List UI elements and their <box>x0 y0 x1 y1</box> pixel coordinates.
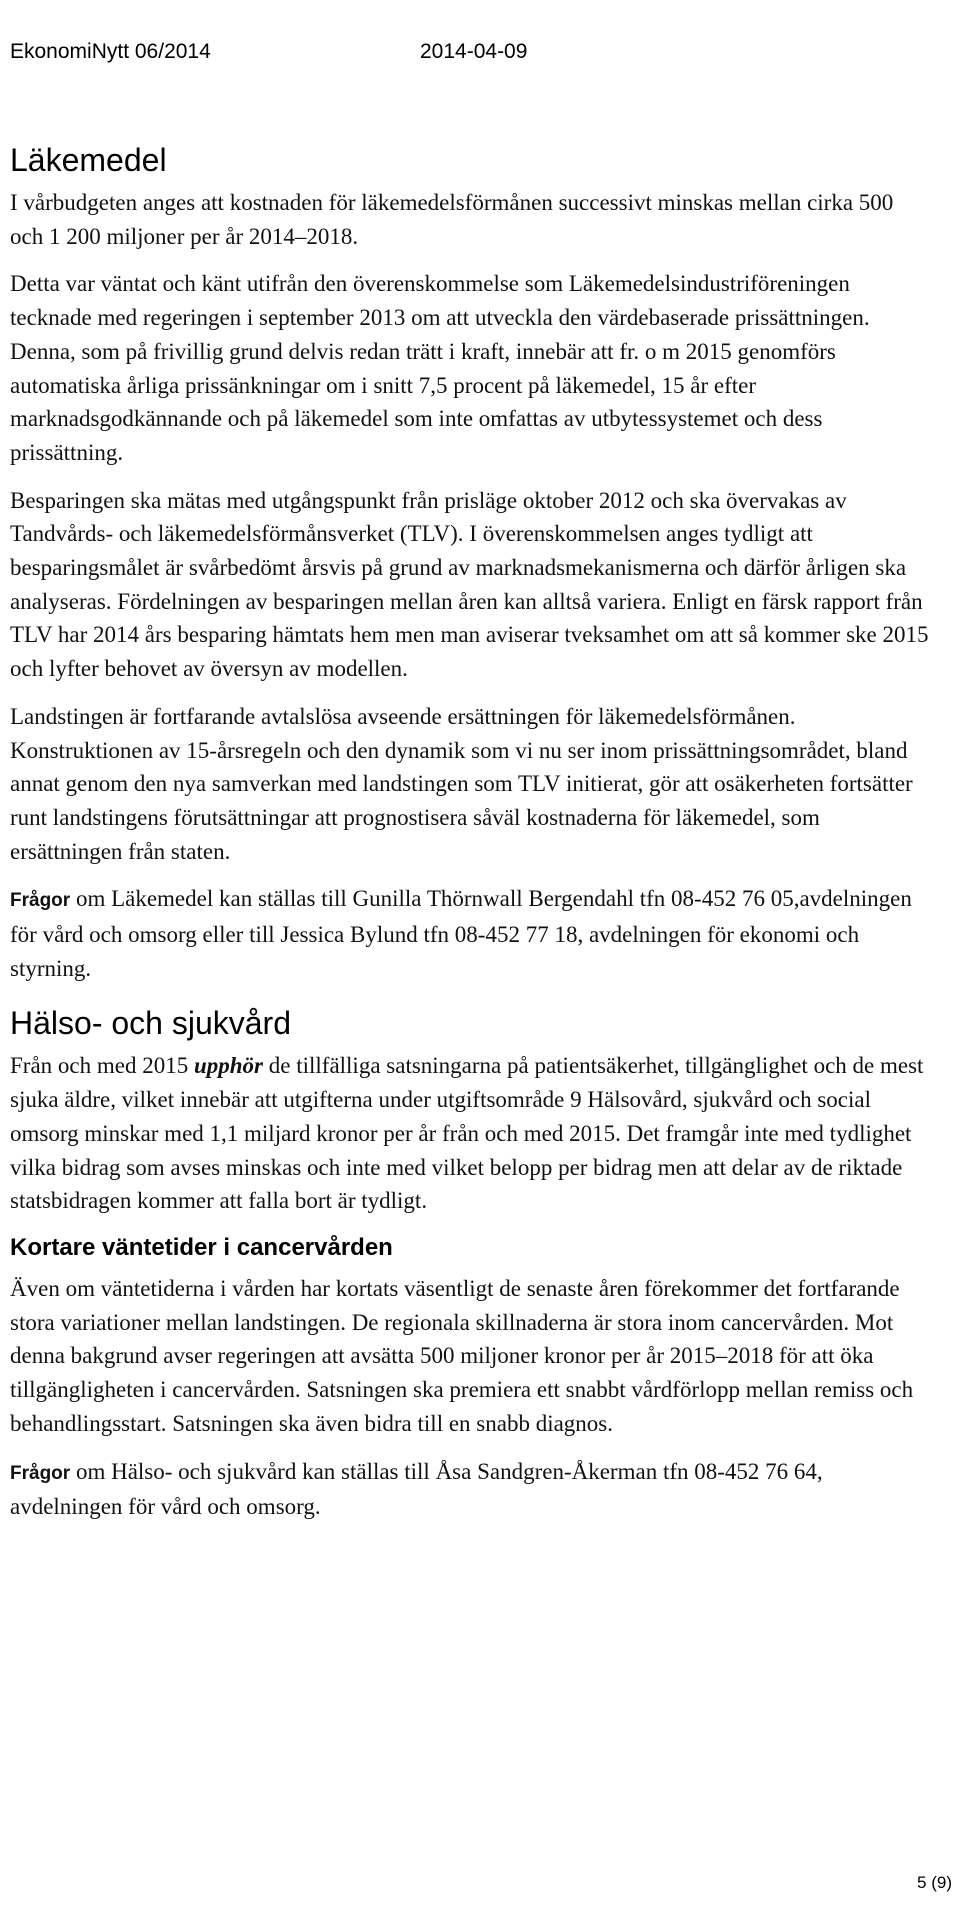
contact-paragraph <box>10 882 930 985</box>
section-cancervarden <box>10 1232 930 1524</box>
section-heading-halso: Hälso- och sjukvård <box>10 1005 291 1042</box>
paragraph: Besparingen ska mätas med utgångspunkt från prisläge oktober 2012 och ska övervakas av Tandvårds- och läkemedelsförmånsverket (TLV). I överenskommelsen anges tydligt att besparingsmålet är svårbedömt årsvis på grund av marknadsmekanismerna och därför årligen ska analyseras. Fördelningen av besparingen mellan åren kan alltså variera. Enligt en färsk rapport från TLV har 2014 års besparing hämtats hem men man aviserar tveksamhet om att så kommer ske 2015 och lyfter behovet av översyn av modellen. <box>10 487 929 682</box>
contact-text: om Hälso- och sjukvård kan ställas till Åsa Sandgren-Åkerman tfn 08-452 76 64, avdelningen för vård och omsorg. <box>10 1458 823 1520</box>
paragraph: Detta var väntat och känt utifrån den överenskommelse som Läkemedelsindustriföreningen tecknade med regeringen i september 2013 om att utveckla den värdebaserade prissättningen. Denna, som på frivillig grund delvis redan trätt i kraft, innebär att fr. o m 2015 genomförs automatiska årliga prissänkningar om i snitt 7,5 procent på läkemedel, 15 år efter marknadsgodkännande och på läkemedel som inte omfattas av utbytessystemet och dess prissättning. <box>10 271 870 465</box>
section-halso-och-sjukvard <box>10 1003 930 1218</box>
page-number: 5 (9) <box>917 1873 952 1892</box>
publication-date: 2014-04-09 <box>420 40 528 63</box>
section-lakemedel <box>10 140 930 985</box>
section-heading-lakemedel: Läkemedel <box>10 142 167 178</box>
paragraph: Även om väntetiderna i vården har kortats väsentligt de senaste åren förekommer det fortfarande stora variationer mellan landstingen. De regionala skillnaderna är stora inom cancervården. Mot denna bakgrund avser regeringen att avsätta 500 miljoner kronor per år 2015–2018 för att öka tillgängligheten i cancervården. Satsningen ska premiera ett snabbt vårdförlopp mellan remiss och behandlingsstart. Satsningen ska även bidra till en snabb diagnos. <box>10 1275 914 1436</box>
questions-label: Frågor <box>10 1462 71 1484</box>
contact-paragraph <box>10 1455 930 1524</box>
text-span: de tillfälliga satsningarna på patientsäkerhet, tillgänglighet och de mest sjuka äldre, vilket innebär att utgifterna under utgiftsområde 9 Hälsovård, sjukvård och social omsorg minskar med 1,1 miljard kronor per år från och med 2015. Det framgår inte med tydlighet vilka bidrag som avses minskas och inte med vilket belopp per bidrag men att delar av de riktade statsbidragen kommer att falla bort är tydligt. <box>10 1053 924 1214</box>
paragraph: I vårbudgeten anges att kostnaden för läkemedelsförmånen successivt minskas mellan cirka 500 och 1 200 miljoner per år 2014–2018. <box>10 190 894 249</box>
emphasized-word: upphör <box>193 1053 264 1079</box>
contact-text: om Läkemedel kan ställas till Gunilla Thörnwall Bergendahl tfn 08-452 76 05,avdelningen för vård och omsorg eller till Jessica Bylund tfn 08-452 77 18, avdelningen för ekonomi och styrning. <box>10 886 912 981</box>
publication-title: EkonomiNytt 06/2014 <box>10 40 211 63</box>
subsection-heading-cancer: Kortare väntetider i cancervården <box>10 1233 393 1261</box>
document-body <box>10 140 930 1538</box>
paragraph <box>10 1049 930 1218</box>
paragraph: Landstingen är fortfarande avtalslösa avseende ersättningen för läkemedelsförmånen. Konstruktionen av 15-årsregeln och den dynamik som vi nu ser inom prissättningsområdet, bland annat genom den nya samverkan med landstingen som TLV initierat, gör att osäkerheten fortsätter runt landstingens förutsättningar att prognostisera såväl kostnaderna för läkemedel, som ersättningen från staten. <box>10 703 913 864</box>
text-span: Från och med 2015 <box>10 1053 194 1079</box>
questions-label: Frågor <box>10 890 71 912</box>
